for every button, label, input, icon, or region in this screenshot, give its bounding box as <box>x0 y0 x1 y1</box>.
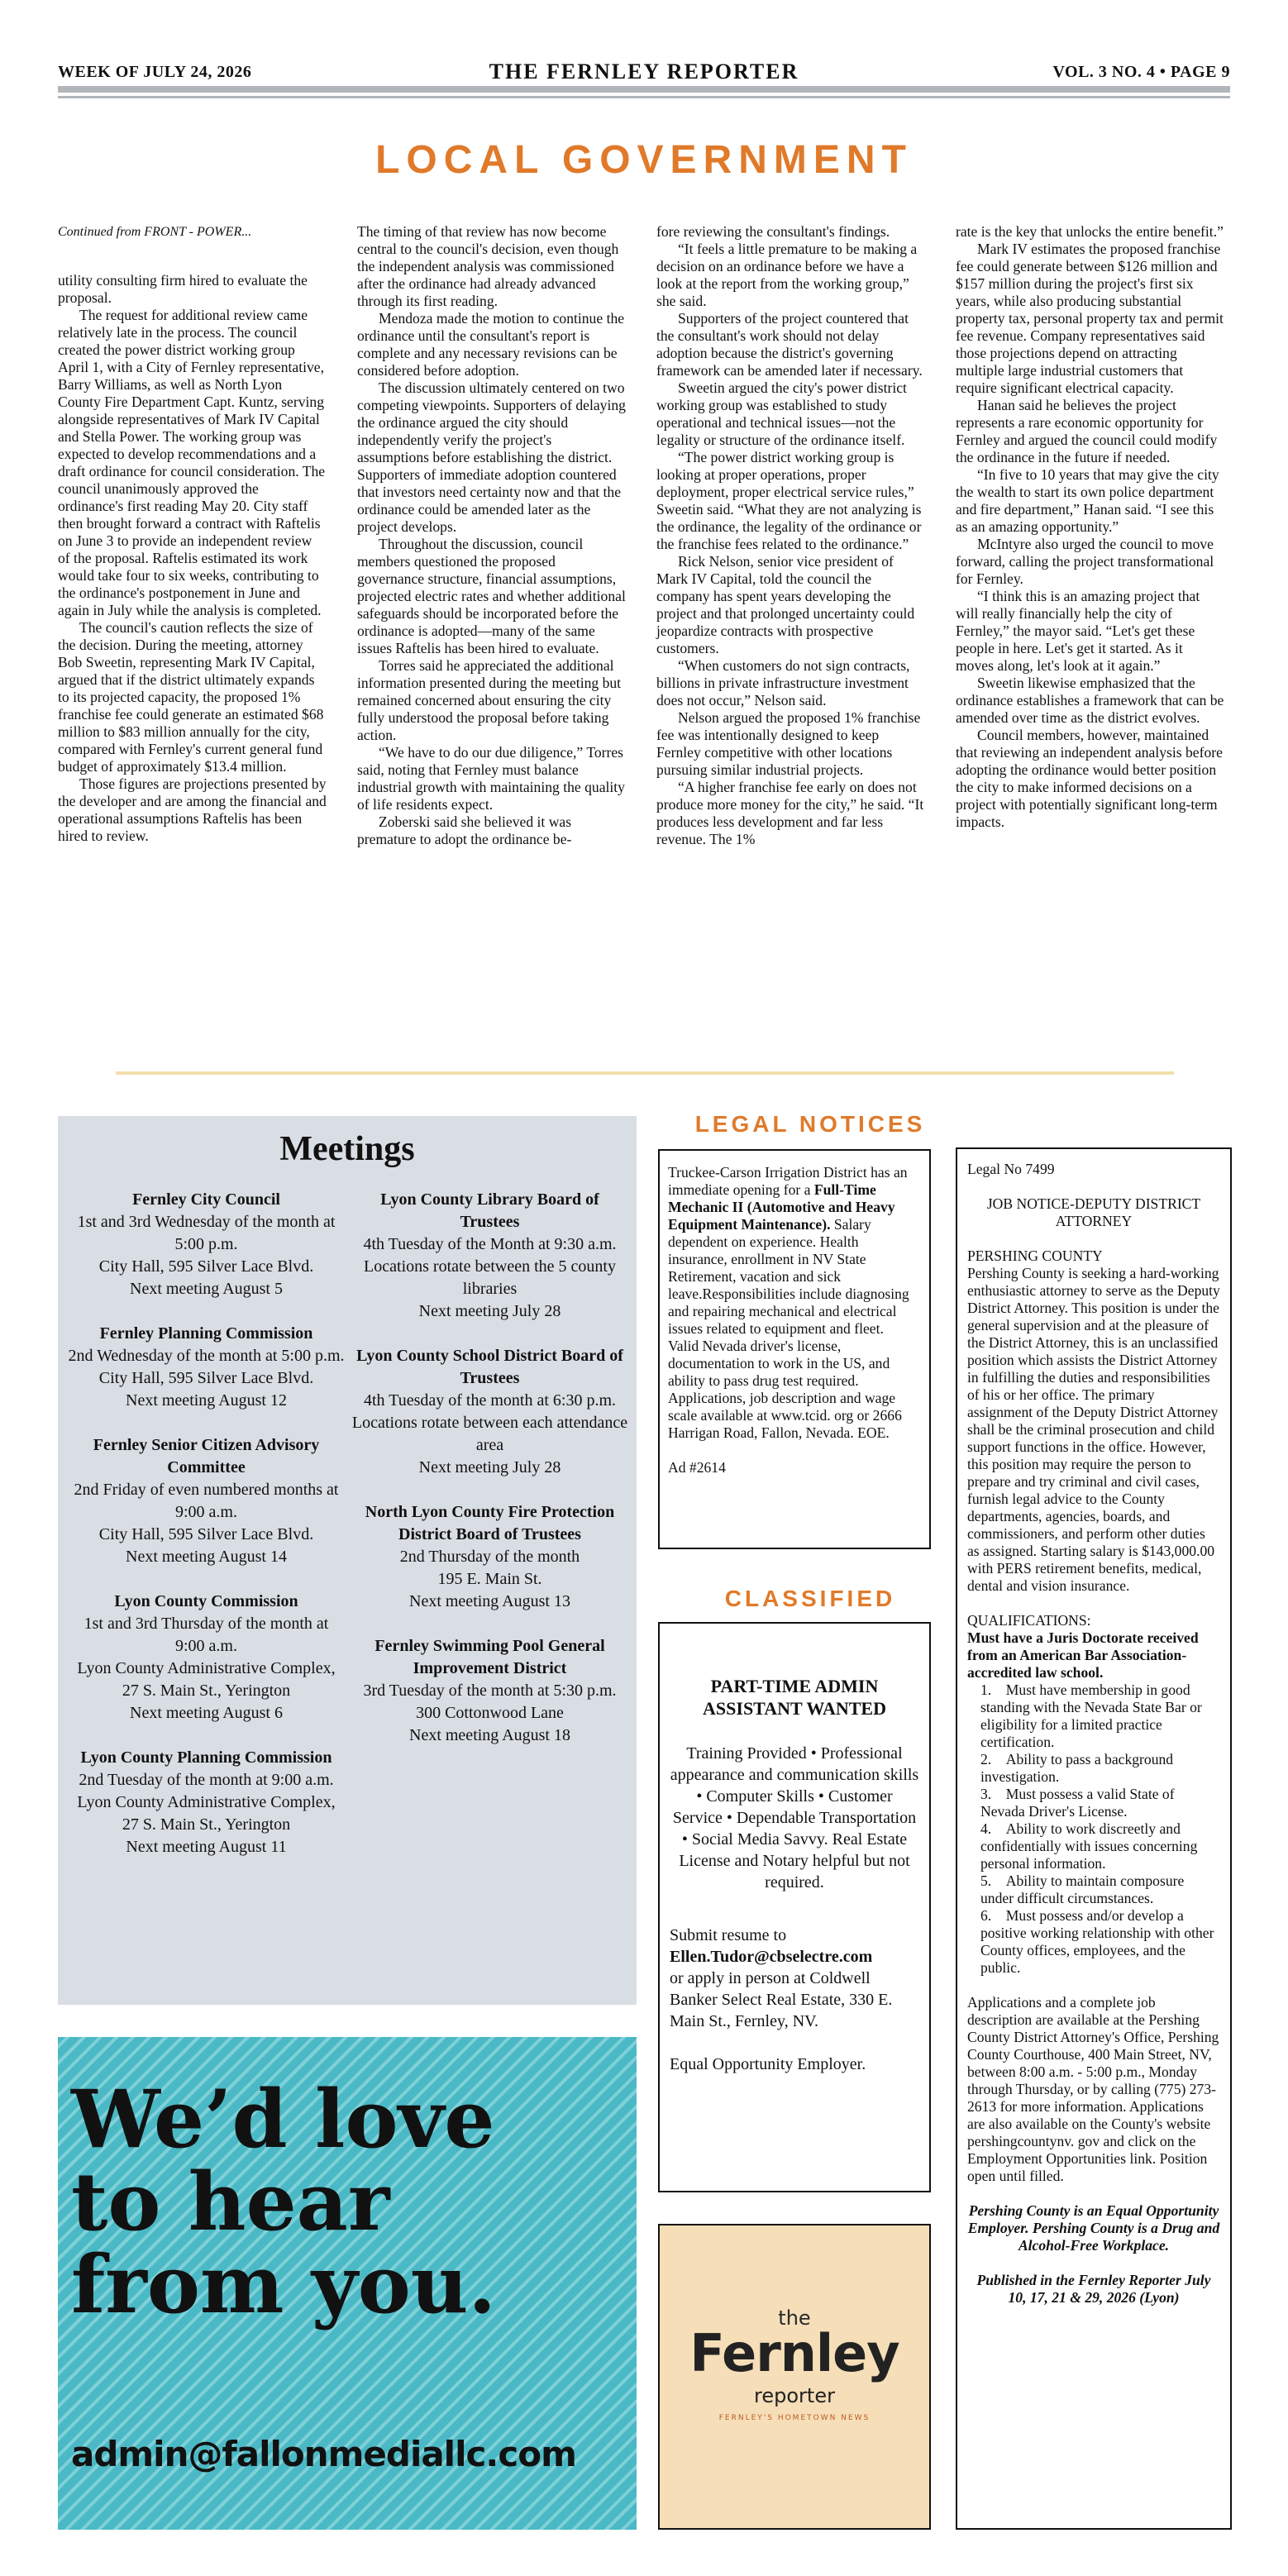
paragraph: The request for additional review came relatively late in the process. The council created the power district working group April 1, with a City of Fernley representative, Barry Williams, as well as North Lyon County Fire Department Capt. Kuntz, serving alongside representatives of Mark IV Capital and Stella Power. The working group was expected to develop recommendations and a draft ordinance for council consideration. The council unanimously approved the ordinance's first reading May 20. City staff then brought forward a contract with Raftelis on June 3 to provide an independent review of the proposal. Raftelis estimated its work would take four to six weeks, contributing to the ordinance's postponement in June and again in July while the analysis is completed. <box>58 307 326 618</box>
meeting-line: 4th Tuesday of the month at 6:30 p.m. <box>364 1391 616 1410</box>
meeting-name: Fernley Swimming Pool General Improvement District <box>374 1637 605 1677</box>
meeting-entry <box>68 1747 345 1858</box>
paragraph: Nelson argued the proposed 1% franchise fee was intentionally designed to keep Fernley competitive with other locations pursuing similar industrial projects. <box>656 709 921 778</box>
classified-title: CLASSIFIED <box>724 1586 896 1611</box>
paragraph: Sweetin likewise emphasized that the ordinance establishes a framework that can be amended over time as the district evolves. <box>956 675 1224 726</box>
ad-headline-line: from you. <box>71 2238 496 2331</box>
meeting-name: Lyon County Commission <box>114 1592 298 1610</box>
ad-email[interactable]: admin@fallonmediallc.com <box>71 2434 576 2474</box>
volume-page: VOL. 3 NO. 4 • PAGE 9 <box>1052 63 1230 81</box>
tcid-ad-number: Ad #2614 <box>668 1459 726 1476</box>
meeting-entry <box>68 1189 345 1300</box>
meetings-left-column <box>68 1189 345 1881</box>
meetings-title: Meetings <box>279 1130 415 1168</box>
tcid-requirements: Valid Nevada driver's license, documentation to work in the US, and ability to pass drug test required. Applications, job description and wage scale available at www.tcid. org or 2666 Harrigan Road, Fallon, Nevada. EOE. <box>668 1338 902 1441</box>
meetings-panel <box>58 1116 637 2005</box>
paragraph: Hanan said he believes the project represents a rare economic opportunity for Fernley and argued the council could modify the ordinance in the future if needed. <box>956 397 1218 465</box>
masthead: THE FERNLEY REPORTER <box>489 60 799 83</box>
paragraph: Rick Nelson, senior vice president of Mark IV Capital, told the council the company has spent years developing the project and that prolonged uncertainty could jeopardize contracts with prospective customers. <box>656 553 915 656</box>
meeting-entry <box>351 1635 628 1747</box>
legal-notice-7499 <box>956 1147 1232 2530</box>
meetings-right-column <box>351 1189 628 1769</box>
paragraph: McIntyre also urged the council to move forward, calling the project transformational for Fernley. <box>956 536 1214 587</box>
ad-headline-line: We’d love <box>71 2073 495 2166</box>
article-column-2 <box>357 223 626 848</box>
section-title: LOCAL GOVERNMENT <box>375 138 913 182</box>
meeting-line: City Hall, 595 Silver Lace Blvd. <box>98 1369 314 1387</box>
meeting-line: Next meeting August 18 <box>409 1726 570 1744</box>
fernley-reporter-logo <box>658 2224 931 2530</box>
tcid-intro: Truckee-Carson Irrigation District has an immediate opening for a <box>668 1164 908 1198</box>
paragraph: “In five to 10 years that may give the city the wealth to start its own police department and fire department,” Hanan said. “I see this as an amazing opportunity.” <box>956 466 1219 535</box>
meeting-name: Lyon County School District Board of Trustees <box>356 1347 623 1387</box>
paragraph: rate is the key that unlocks the entire benefit.” <box>956 223 1224 240</box>
qualification-item: 3. Must possess a valid State of Nevada Driver's License. <box>980 1786 1175 1820</box>
meeting-line: 2nd Friday of even numbered months at 9:00 a.m. <box>74 1481 339 1521</box>
article-column-3 <box>656 223 925 848</box>
legal-body: Pershing County is seeking a hard-working enthusiastic attorney to serve as the Deputy District Attorney. This position is under the general supervision and at the pleasure of the District Attorney, this is an unclassified position which assists the District Attorney in fulfilling the duties and responsibilities of his or her office. The primary assignment of the Deputy District Attorney shall be the criminal prosecution and child support functions in the office. However, this position may require the person to prepare and try criminal and civil cases, furnish legal advice to the County departments, agencies, boards, and commissioners, and perform other duties as assigned. Starting salary is $143,000.00 with PERS retirement benefits, medical, dental and vision insurance. <box>967 1265 1220 1594</box>
meeting-line: 1st and 3rd Thursday of the month at 9:00 a.m. <box>83 1615 329 1655</box>
meeting-entry <box>68 1434 345 1568</box>
meeting-line: 300 Cottonwood Lane <box>416 1704 564 1722</box>
meeting-entry <box>351 1345 628 1479</box>
meeting-line: 195 E. Main St. <box>437 1570 542 1588</box>
article-column-4 <box>956 223 1224 831</box>
paragraph: The council's caution reflects the size of the decision. During the meeting, attorney Bob Sweetin, representing Mark IV Capital, argued that if the district ultimately expands to its projected capacity, the proposed 1% franchise fee could generate an estimated $68 million to $83 million annually for the city, compared with Fernley's current general fund budget of approximately $13.4 million. <box>58 619 324 775</box>
meeting-name: Fernley Planning Commission <box>99 1324 313 1343</box>
paragraph: “We have to do our due diligence,” Torres said, noting that Fernley must balance industrial growth with maintaining the quality of life residents expect. <box>357 744 625 813</box>
paragraph: Those figures are projections presented by the developer and are among the financial and operational assumptions Raftelis has been hired to review. <box>58 775 327 844</box>
meeting-line: Next meeting August 11 <box>126 1838 287 1856</box>
meeting-name: Fernley Senior Citizen Advisory Committee <box>93 1436 320 1476</box>
issue-date: WEEK OF JULY 24, 2026 <box>58 63 252 81</box>
legal-published: Published in the Fernley Reporter July 10, 17, 21 & 29, 2026 (Lyon) <box>976 2272 1211 2306</box>
meeting-entry <box>68 1591 345 1724</box>
meeting-line: Lyon County Administrative Complex, 27 S. Main St., Yerington <box>77 1793 336 1834</box>
qualification-item: 1. Must have membership in good standing with the Nevada State Bar or eligibility for a limited practice certification. <box>980 1682 1202 1750</box>
paragraph: Sweetin argued the city's power district working group was established to study operational and technical issues—not the legality or structure of the ordinance itself. <box>656 379 907 448</box>
tcid-notice <box>658 1149 931 1549</box>
paragraph: Mark IV estimates the proposed franchise fee could generate between $126 million and $157 million during the project's first six years, while also producing substantial property tax, personal property tax and permit fee revenue. Company representatives said those projections depend on attracting multiple large industrial customers that require significant electrical capacity. <box>956 241 1224 396</box>
meeting-name: Fernley City Council <box>132 1190 280 1209</box>
meeting-line: Next meeting August 13 <box>409 1592 570 1610</box>
meeting-entry <box>351 1189 628 1323</box>
paragraph: “The power district working group is looking at proper operations, proper deployment, proper electrical service rules,” Sweetin said. “What they are not analyzing is the ordinance, the legality of the ordinance or the franchise fees related to the ordinance.” <box>656 449 922 552</box>
classified-ad <box>658 1622 931 2192</box>
meeting-line: Locations rotate between the 5 county libraries <box>364 1257 616 1298</box>
legal-number: Legal No 7499 <box>967 1161 1055 1177</box>
meeting-line: Next meeting August 14 <box>126 1548 287 1566</box>
qualifications-required: Must have a Juris Doctorate received from an American Bar Association-accredited law school. <box>967 1629 1199 1681</box>
tcid-text <box>668 1164 921 1338</box>
meeting-line: 2nd Wednesday of the month at 5:00 p.m. <box>68 1347 345 1365</box>
legal-county: PERSHING COUNTY <box>967 1247 1103 1264</box>
meeting-name: North Lyon County Fire Protection District Board of Trustees <box>365 1503 615 1543</box>
meeting-line: City Hall, 595 Silver Lace Blvd. <box>98 1525 314 1543</box>
paragraph: The timing of that review has now become central to the council's decision, even though the independent analysis was commissioned after the ordinance had already advanced through its first reading. <box>357 223 619 309</box>
meeting-line: 3rd Tuesday of the month at 5:30 p.m. <box>363 1682 617 1700</box>
legal-notices-title: LEGAL NOTICES <box>694 1111 926 1137</box>
logo-name: Fernley <box>689 2323 899 2383</box>
classified-eoe: Equal Opportunity Employer. <box>670 2055 866 2073</box>
article-column-1 <box>58 223 327 845</box>
paragraph: “It feels a little premature to be making a decision on an ordinance before we have a look at the report from the working group,” she said. <box>656 241 918 309</box>
logo-the: the <box>778 2306 811 2330</box>
meeting-line: City Hall, 595 Silver Lace Blvd. <box>98 1257 314 1276</box>
legal-title: JOB NOTICE-DEPUTY DISTRICT ATTORNEY <box>986 1195 1201 1229</box>
qualifications-label: QUALIFICATIONS: <box>967 1612 1091 1629</box>
header-rule <box>58 86 1230 93</box>
paragraph: utility consulting firm hired to evaluate the proposal. <box>58 272 308 306</box>
logo-reporter: reporter <box>754 2384 835 2407</box>
meeting-line: 2nd Thursday of the month <box>399 1548 580 1566</box>
qualification-item: 5. Ability to maintain composure under difficult circumstances. <box>980 1872 1185 1906</box>
meeting-line: 4th Tuesday of the Month at 9:30 a.m. <box>363 1235 617 1253</box>
tcid-body: Salary dependent on experience. Health insurance, enrollment in NV State Retirement, vacation and sick leave.Responsibilities include diagnosing and repairing mechanical and electrical issues related to equipment and fleet. <box>668 1216 909 1337</box>
meeting-line: Next meeting August 6 <box>130 1704 283 1722</box>
paragraph: Zoberski said she believed it was premature to adopt the ordinance be- <box>357 813 572 847</box>
meeting-line: Next meeting August 12 <box>126 1391 287 1410</box>
legal-apply: Applications and a complete job description are available at the Pershing County District Attorney's Office, Pershing County Courthouse, 400 Main Street, NV, between 8:00 a.m. - 5:00 p.m., Monday through Thursday, or by calling (775) 273-2613 for more information. Applications are also available on the County's website pershingcountynv. gov and click on the Employment Opportunities link. Position open until filled. <box>967 1994 1219 2184</box>
paragraph: Mendoza made the motion to continue the ordinance until the consultant's report is complete and any necessary revisions can be considered before adoption. <box>357 310 625 379</box>
paragraph: fore reviewing the consultant's findings. <box>656 223 890 240</box>
meeting-line: Locations rotate between each attendance area <box>351 1414 628 1454</box>
meeting-line: 1st and 3rd Wednesday of the month at 5:00 p.m. <box>77 1213 336 1253</box>
qualification-item: 2. Ability to pass a background investigation. <box>980 1751 1174 1785</box>
logo-tagline: FERNLEY'S HOMETOWN NEWS <box>718 2414 871 2422</box>
ad-headline-line: to hear <box>71 2155 390 2249</box>
classified-email[interactable]: Ellen.Tudor@cbselectre.com <box>670 1948 873 1966</box>
paragraph: Torres said he appreciated the additional information presented during the meeting but remained concerned about ensuring the city fully understood the proposal before taking action. <box>357 657 622 743</box>
ad-headline <box>71 2073 496 2331</box>
header-rule-thin <box>58 96 1230 98</box>
qualification-item: 4. Ability to work discreetly and confidentially with issues concerning personal information. <box>980 1820 1198 1872</box>
paragraph: “I think this is an amazing project that will really financially help the city of Fernley,” the mayor said. “Let's get these people in here. Let's get it started. As it moves along, let's look at it again.” <box>956 588 1200 674</box>
contact-us-ad <box>58 2037 637 2530</box>
classified-apply: or apply in person at Coldwell Banker Select Real Estate, 330 E. Main St., Fernley, NV. <box>670 1969 893 2030</box>
meeting-line: 2nd Tuesday of the month at 9:00 a.m. <box>79 1771 334 1789</box>
qualification-item: 6. Must possess and/or develop a positive working relationship with other County offices, employees, and the public. <box>980 1907 1214 1976</box>
tcid-position: Full-Time Mechanic II (Automotive and Heavy Equipment Maintenance). <box>668 1181 895 1233</box>
meeting-line: Next meeting August 5 <box>130 1280 283 1298</box>
meeting-line: Next meeting July 28 <box>418 1458 561 1476</box>
legal-eoe: Pershing County is an Equal Opportunity Employer. Pershing County is a Drug and Alcohol-Free Workplace. <box>967 2202 1220 2254</box>
section-divider <box>116 1071 1174 1075</box>
classified-heading: PART-TIME ADMIN ASSISTANT WANTED <box>703 1676 886 1719</box>
classified-submit: Submit resume to <box>670 1926 787 1944</box>
paragraph: The discussion ultimately centered on two competing viewpoints. Supporters of delaying the ordinance argued the city should independently verify the project's assumptions before establishing the district. Supporters of immediate adoption countered that investors need certainty now and that the ordinance could be amended later as the project develops. <box>357 379 626 535</box>
classified-description: Training Provided • Professional appearance and communication skills • Computer Skills • Customer Service • Dependable Transportation • Social Media Savvy. Real Estate License and Notary helpful but not required. <box>670 1744 919 1891</box>
meeting-entry <box>351 1501 628 1613</box>
paragraph: “A higher franchise fee early on does not produce more money for the city,” he said. “It produces less development and far less revenue. The 1% <box>656 779 924 847</box>
meeting-name: Lyon County Library Board of Trustees <box>380 1190 599 1231</box>
paragraph: “When customers do not sign contracts, billions in private infrastructure investment does not occur,” Nelson said. <box>656 657 910 708</box>
paragraph: Supporters of the project countered that the consultant's work should not delay adoption because the district's governing framework can be amended later if necessary. <box>656 310 923 379</box>
continued-line: Continued from FRONT - POWER... <box>58 225 252 239</box>
meeting-entry <box>68 1323 345 1412</box>
meeting-name: Lyon County Planning Commission <box>80 1748 332 1767</box>
meeting-line: Lyon County Administrative Complex, 27 S. Main St., Yerington <box>77 1659 336 1700</box>
paragraph: Throughout the discussion, council members questioned the proposed governance structure, financial assumptions, projected electric rates and whether additional safeguards should be incorporated before the ordinance is adopted—many of the same issues Raftelis has been hired to evaluate. <box>357 536 626 656</box>
qualifications-list <box>967 1682 1220 1977</box>
paragraph: Council members, however, maintained that reviewing an independent analysis before adopting the ordinance would better position the city to make informed decisions on a project with potentially significant long-term impacts. <box>956 727 1223 830</box>
meeting-line: Next meeting July 28 <box>418 1302 561 1320</box>
